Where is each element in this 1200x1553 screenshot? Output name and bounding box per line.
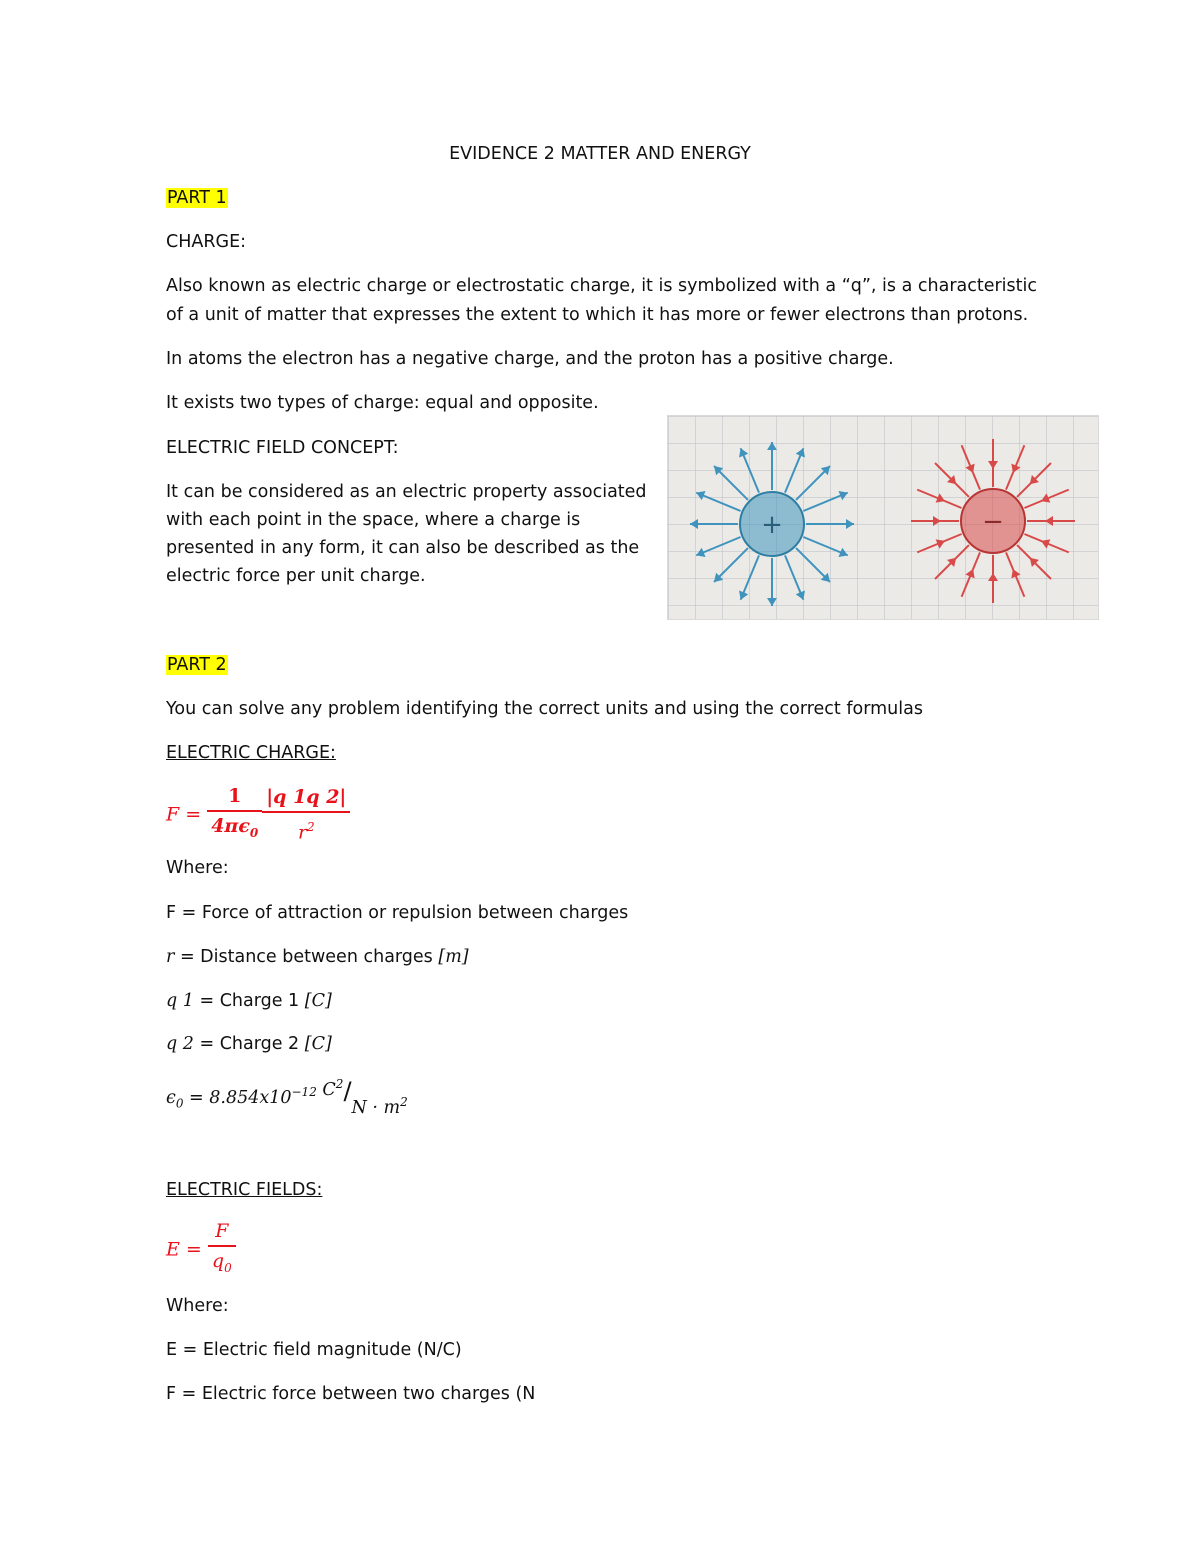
electric-field-concept-heading: ELECTRIC FIELD CONCEPT: [166, 438, 399, 458]
definition-electric-force: F = Electric force between two charges (N [166, 1384, 536, 1404]
part1-heading [166, 186, 228, 210]
distance-variable: r [166, 947, 175, 967]
grid-paper-background [668, 416, 1098, 619]
charge-paragraph-line-1: Also known as electric charge or electrostatic charge, it is symbolized with a “q”, is a characteristic [166, 276, 1038, 296]
part2-heading-text: PART 2 [167, 655, 227, 675]
coulomb-constant-denominator-text: 4πϵ [211, 815, 250, 837]
epsilon-exponent: −12 [291, 1085, 317, 1099]
coulomb-lhs: F = [166, 803, 202, 826]
positive-charge-symbol: + [761, 510, 783, 540]
where-label-1: Where: [166, 858, 229, 878]
field-paragraph-line-3: presented in any form, it can also be described as the [166, 538, 640, 558]
distance-squared-denominator [262, 813, 350, 846]
charge-paragraph-line-2: of a unit of matter that expresses the extent to which it has more or fewer electrons than protons. [166, 305, 1029, 325]
epsilon-unit-numerator [322, 1077, 344, 1100]
test-charge-symbol: q [211, 1250, 225, 1272]
charge2-description: = Charge 2 [193, 1034, 305, 1054]
unit-coulomb: C [322, 1079, 336, 1100]
electric-field-lines-figure [667, 415, 1099, 620]
unit-newton-meter: N · m [351, 1097, 401, 1118]
definition-force: F = Force of attraction or repulsion between charges [166, 903, 629, 923]
field-lhs: E = [166, 1238, 202, 1261]
charge1-description: = Charge 1 [193, 991, 305, 1011]
epsilon-symbol: ϵ [166, 1087, 176, 1108]
distance-unit: [m] [438, 947, 469, 967]
coulomb-constant-denominator-subscript: 0 [249, 825, 259, 840]
unit-slash: / [343, 1076, 352, 1105]
electric-field-drawing [668, 416, 1098, 619]
definition-charge-1 [166, 989, 332, 1013]
electric-field-formula [166, 1217, 236, 1282]
field-paragraph-line-4: electric force per unit charge. [166, 566, 426, 586]
part2-intro: You can solve any problem identifying the correct units and using the correct formulas [166, 699, 923, 719]
coulomb-constant-fraction [207, 782, 262, 847]
field-denominator [208, 1247, 236, 1282]
epsilon-value: 8.854x10 [209, 1087, 292, 1108]
electric-fields-heading: ELECTRIC FIELDS: [166, 1180, 323, 1200]
where-label-2: Where: [166, 1296, 229, 1316]
charges-over-distance-fraction [262, 783, 350, 846]
epsilon-subscript: 0 [175, 1096, 184, 1111]
part2-heading [166, 653, 228, 677]
charge2-variable: q 2 [166, 1034, 194, 1054]
definition-charge-2 [166, 1032, 332, 1056]
charge2-unit: [C] [304, 1034, 332, 1054]
document-title: EVIDENCE 2 MATTER AND ENERGY [449, 144, 751, 164]
test-charge-subscript: 0 [224, 1260, 232, 1275]
part1-heading-text: PART 1 [167, 188, 227, 208]
field-paragraph-line-2: with each point in the space, where a charge is [166, 510, 581, 530]
force-over-charge-fraction [208, 1217, 236, 1282]
electric-charge-heading: ELECTRIC CHARGE: [166, 743, 336, 763]
coulomb-constant-denominator [207, 812, 262, 847]
charge1-variable: q 1 [166, 991, 194, 1011]
distance-symbol: r [297, 821, 308, 844]
coulomb-constant-numerator: 1 [207, 782, 262, 812]
coulomb-law-formula [166, 782, 350, 847]
charge-heading: CHARGE: [166, 232, 247, 252]
charge-types-paragraph: It exists two types of charge: equal and opposite. [166, 393, 599, 413]
distance-exponent: 2 [307, 819, 315, 834]
distance-description: = Distance between charges [174, 947, 439, 967]
atoms-paragraph: In atoms the electron has a negative charge, and the proton has a positive charge. [166, 349, 894, 369]
epsilon-unit-denominator [351, 1095, 408, 1118]
unit-meter-exponent: 2 [400, 1095, 408, 1109]
epsilon-equals: = [183, 1087, 210, 1108]
field-numerator: F [208, 1217, 236, 1247]
definition-electric-field: E = Electric field magnitude (N/C) [166, 1340, 462, 1360]
unit-coulomb-exponent: 2 [335, 1077, 344, 1091]
negative-charge-symbol: − [982, 507, 1004, 537]
permittivity-definition [166, 1076, 408, 1120]
definition-distance [166, 945, 469, 969]
charge1-unit: [C] [304, 991, 332, 1011]
field-paragraph-line-1: It can be considered as an electric property associated [166, 482, 647, 502]
charges-product-numerator: |q 1q 2| [262, 783, 350, 813]
